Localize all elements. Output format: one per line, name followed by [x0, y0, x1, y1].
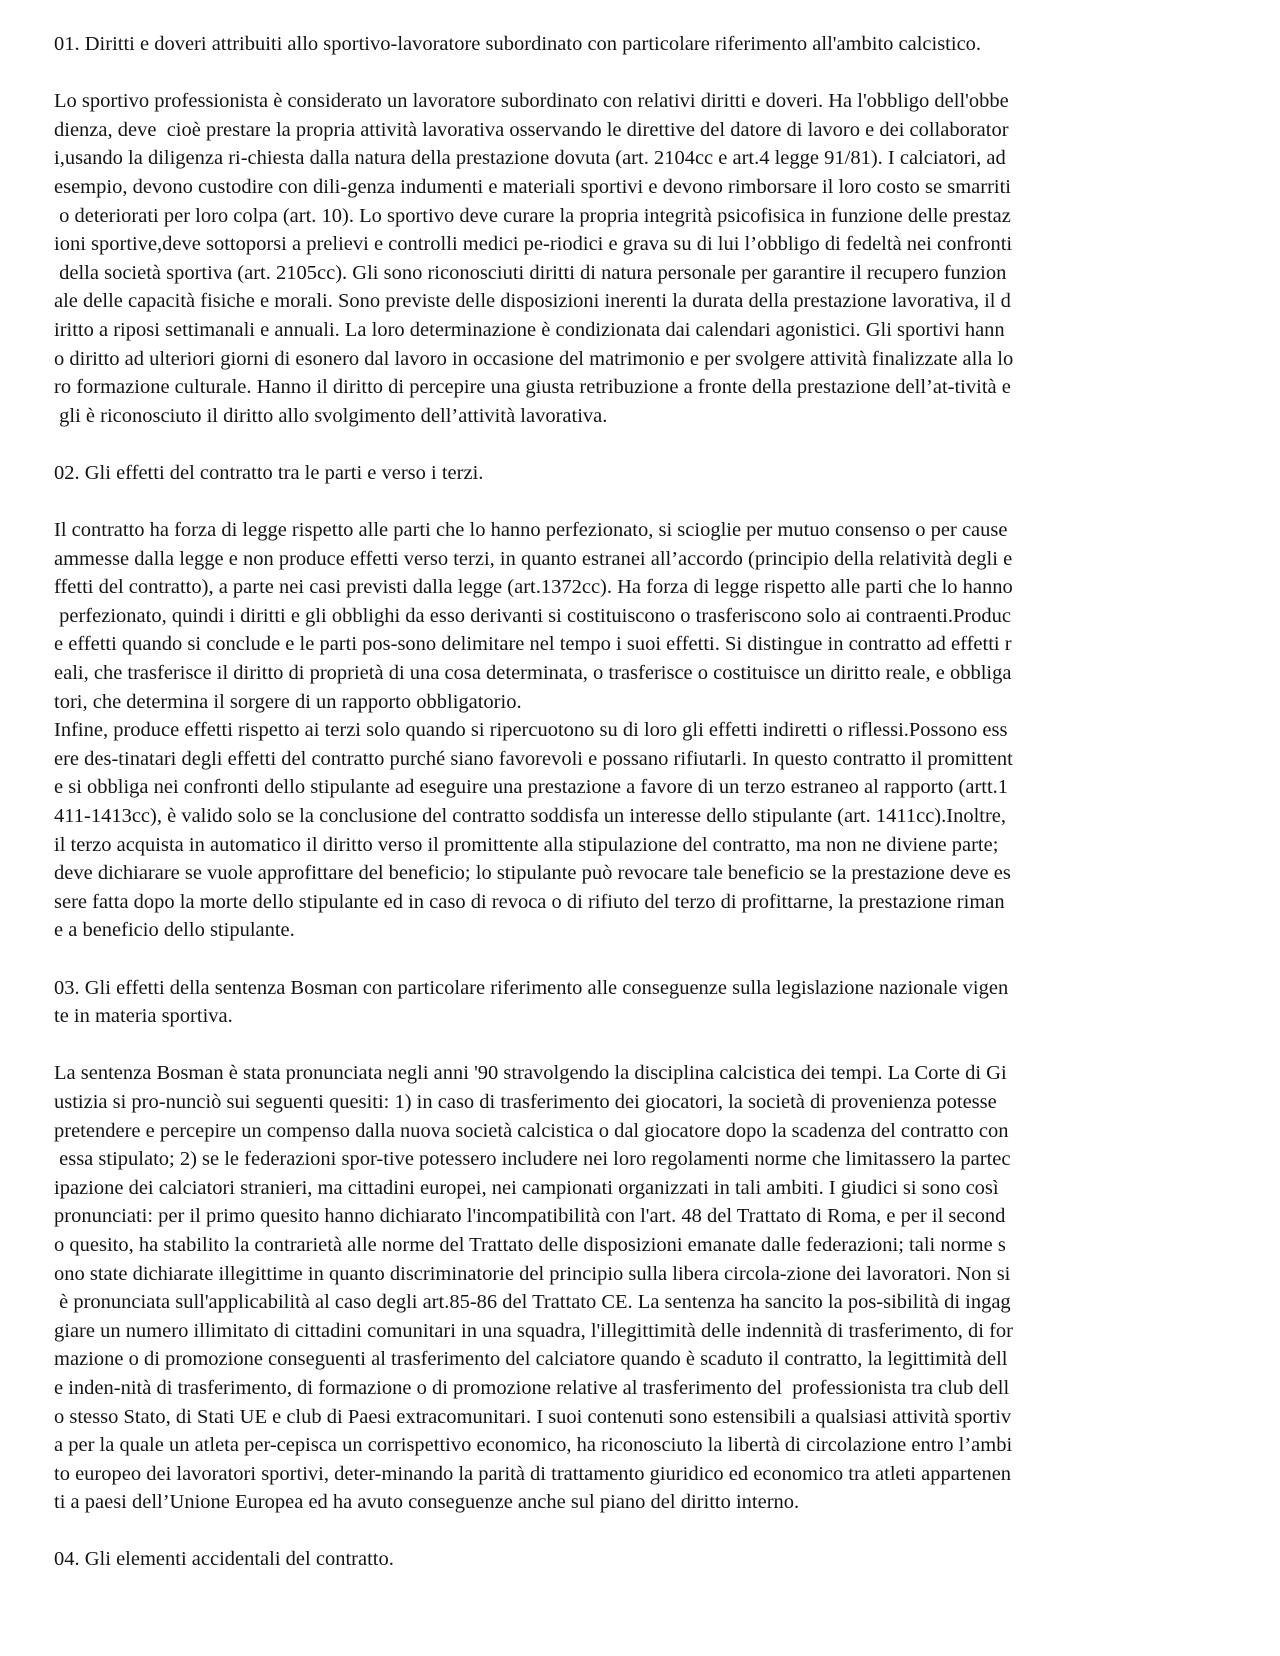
- section-02: [54, 459, 1234, 974]
- section-04: [54, 1545, 1234, 1574]
- document-page: [54, 30, 1234, 1574]
- section-body: Il contratto ha forza di legge rispetto alle parti che lo hanno perfezionato, si scioglie per mutuo consenso o per cause ammesse dalla legge e non produce effetti verso terzi, in quanto estranei all’accordo (principio della relatività degli e ffetti del contratto), a parte nei casi previsti dalla legge (art.1372cc). Ha forza di legge rispetto alle parti che lo hanno perfezionato, quindi i diritti e gli obblighi da esso derivanti si costituiscono o trasferiscono solo ai contraenti.Produc e effetti quando si conclude e le parti pos-sono delimitare nel tempo i suoi effetti. Si distingue in contratto ad effetti r eali, che trasferisce il diritto di proprietà di una cosa determinata, o trasferisce o costituisce un diritto reale, e obbliga tori, che determina il sorgere di un rapporto obbligatorio. Infine, produce effetti rispetto ai terzi solo quando si ripercuotono su di loro gli effetti indiretti o riflessi.Possono ess ere des-tinatari degli effetti del contratto purché siano favorevoli e possano rifiutarli. In questo contratto il promittent e si obbliga nei confronti dello stipulante ad eseguire una prestazione a favore di un terzo estraneo al rapporto (artt.1 411-1413cc), è valido solo se la conclusione del contratto soddisfa un interesse dello stipulante (art. 1411cc).Inoltre, il terzo acquista in automatico il diritto verso il promittente alla stipulazione del contratto, ma non ne diviene parte; deve dichiarare se vuole approfittare del beneficio; lo stipulante può revocare tale beneficio se la prestazione deve es sere fatta dopo la morte dello stipulante ed in caso di revoca o di rifiuto del terzo di profittarne, la prestazione riman e a beneficio dello stipulante.: [54, 519, 1013, 942]
- section-heading: 02. Gli effetti del contratto tra le parti e verso i terzi.: [54, 461, 484, 484]
- section-heading: 03. Gli effetti della sentenza Bosman con particolare riferimento alle conseguenze sulla legislazione nazionale vigen te in materia sportiva.: [54, 976, 1009, 1028]
- section-03: [54, 974, 1234, 1546]
- section-heading: 04. Gli elementi accidentali del contratto.: [54, 1548, 394, 1571]
- section-heading: 01. Diritti e doveri attribuiti allo sportivo-lavoratore subordinato con particolare riferimento all'ambito calcistico.: [54, 33, 982, 55]
- section-01: [54, 30, 1234, 459]
- section-body: Lo sportivo professionista è considerato un lavoratore subordinato con relativi diritti e doveri. Ha l'obbligo dell'obbe dienza, deve cioè prestare la propria attività lavorativa osservando le direttive del datore di lavoro e dei collaborator i,usando la diligenza ri-chiesta dalla natura della prestazione dovuta (art. 2104cc e art.4 legge 91/81). I calciatori, ad esempio, devono custodire con dili-genza indumenti e materiali sportivi e devono rimborsare il loro costo se smarriti o deteriorati per loro colpa (art. 10). Lo sportivo deve curare la propria integrità psicofisica in funzione delle prestaz ioni sportive,deve sottoporsi a prelievi e controlli medici pe-riodici e grava su di lui l’obbligo di fedeltà nei confronti della società sportiva (art. 2105cc). Gli sono riconosciuti diritti di natura personale per garantire il recupero funzion ale delle capacità fisiche e morali. Sono previste delle disposizioni inerenti la durata della prestazione lavorativa, il d iritto a riposi settimanali e annuali. La loro determinazione è condizionata dai calendari agonistici. Gli sportivi hann o diritto ad ulteriori giorni di esonero dal lavoro in occasione del matrimonio e per svolgere attività finalizzate alla lo ro formazione culturale. Hanno il diritto di percepire una giusta retribuzione a fronte della prestazione dell’at-tività e gli è riconosciuto il diritto allo svolgimento dell’attività lavorativa.: [54, 90, 1014, 427]
- section-body: La sentenza Bosman è stata pronunciata negli anni '90 stravolgendo la disciplina calcistica dei tempi. La Corte di Gi ustizia si pro-nunciò sui seguenti quesiti: 1) in caso di trasferimento dei giocatori, la società di provenienza potesse pretendere e percepire un compenso dalla nuova società calcistica o dal giocatore dopo la scadenza del contratto con essa stipulato; 2) se le federazioni spor-tive potessero includere nei loro regolamenti norme che limitassero la partec ipazione dei calciatori stranieri, ma cittadini europei, nei campionati organizzati in tali ambiti. I giudici si sono così pronunciati: per il primo quesito hanno dichiarato l'incompatibilità con l'art. 48 del Trattato di Roma, e per il second o quesito, ha stabilito la contrarietà alle norme del Trattato delle disposizioni emanate dalle federazioni; tali norme s ono state dichiarate illegittime in quanto discriminatorie del principio sulla libera circola-zione dei lavoratori. Non si è pronunciata sull'applicabilità al caso degli art.85-86 del Trattato CE. La sentenza ha sancito la pos-sibilità di ingag giare un numero illimitato di cittadini comunitari in una squadra, l'illegittimità delle indennità di trasferimento, di for mazione o di promozione conseguenti al trasferimento del calciatore quando è scaduto il contratto, la legittimità dell e inden-nità di trasferimento, di formazione o di promozione relative al trasferimento del professionista tra club dell o stesso Stato, di Stati UE e club di Paesi extracomunitari. I suoi contenuti sono estensibili a qualsiasi attività sportiv a per la quale un atleta per-cepisca un corrispettivo economico, ha riconosciuto la libertà di circolazione entro l’ambi to europeo dei lavoratori sportivi, deter-minando la parità di trattamento giuridico ed economico tra atleti appartenen ti a paesi dell’Unione Europea ed ha avuto conseguenze anche sul piano del diritto interno.: [54, 1062, 1013, 1514]
